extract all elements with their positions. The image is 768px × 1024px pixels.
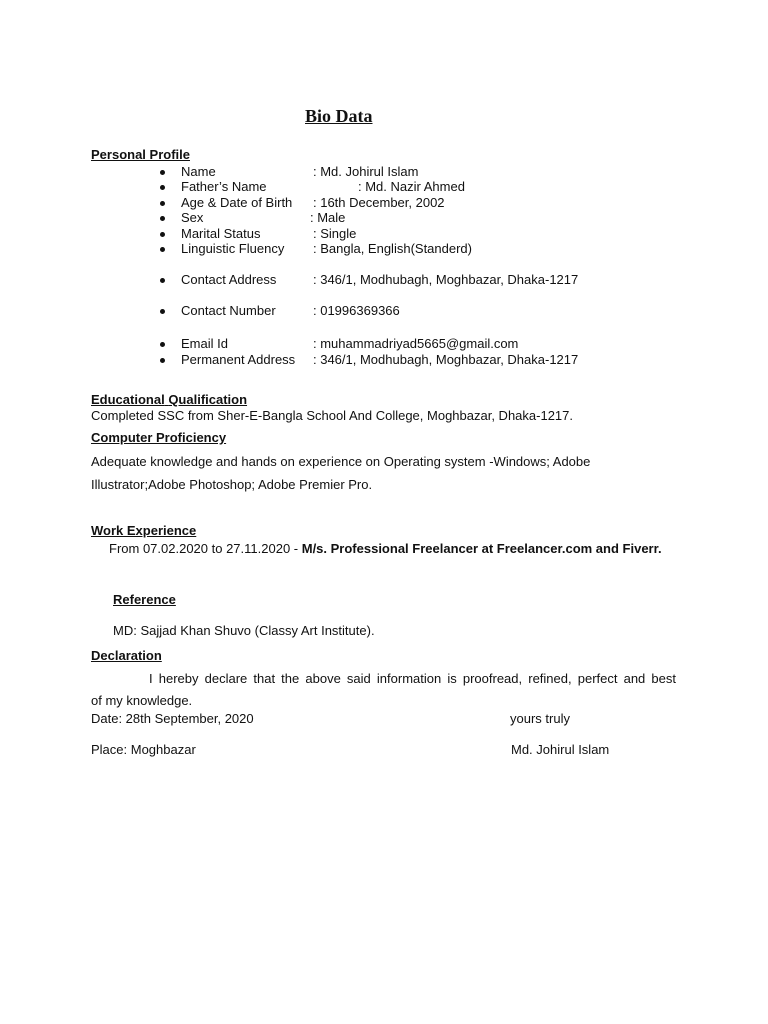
computer-heading: Computer Proficiency bbox=[91, 430, 227, 445]
bullet-icon bbox=[160, 232, 165, 237]
page-title: Bio Data bbox=[305, 106, 373, 126]
work-detail: M/s. Professional Freelancer at Freelancer.com and Fiverr. bbox=[301, 541, 662, 556]
personal-profile-heading: Personal Profile bbox=[91, 147, 190, 162]
profile-label: Age & Date of Birth bbox=[181, 195, 293, 210]
reference-heading: Reference bbox=[113, 592, 176, 607]
computer-text-line1: Adequate knowledge and hands on experience on Operating system -Windows; Adobe bbox=[91, 454, 591, 469]
bullet-icon bbox=[160, 170, 165, 175]
education-heading bbox=[91, 392, 247, 408]
education-text: Completed SSC from Sher-E-Bangla School And College, Moghbazar, Dhaka-1217. bbox=[91, 408, 573, 423]
declaration-heading: Declaration bbox=[91, 648, 162, 663]
profile-value: : Md. Johirul Islam bbox=[313, 164, 419, 179]
bullet-icon bbox=[160, 185, 165, 190]
profile-label: Contact Address bbox=[181, 272, 277, 287]
bullet-icon bbox=[160, 278, 165, 283]
place-text: Place: Moghbazar bbox=[91, 742, 196, 757]
profile-value: : Md. Nazir Ahmed bbox=[358, 179, 465, 194]
profile-value: : 346/1, Modhubagh, Moghbazar, Dhaka-1217 bbox=[313, 272, 579, 287]
bullet-icon bbox=[160, 358, 165, 363]
declaration-line2: of my knowledge. bbox=[91, 693, 193, 708]
profile-value: : 16th December, 2002 bbox=[313, 195, 445, 210]
bullet-icon bbox=[160, 216, 165, 221]
reference-text: MD: Sajjad Khan Shuvo (Classy Art Institute). bbox=[113, 623, 375, 638]
profile-value: : muhammadriyad5665@gmail.com bbox=[313, 336, 519, 351]
profile-label: Sex bbox=[181, 210, 204, 225]
profile-label: Father’s Name bbox=[181, 179, 267, 194]
profile-value: : Single bbox=[313, 226, 357, 241]
education-heading-part2: Qualification bbox=[168, 392, 248, 407]
profile-value: : 346/1, Modhubagh, Moghbazar, Dhaka-1217 bbox=[313, 352, 579, 367]
declaration-line1: I hereby declare that the above said information is proofread, refined, perfect and best bbox=[149, 671, 676, 686]
work-period: From 07.02.2020 to 27.11.2020 - bbox=[109, 541, 302, 556]
profile-value: : Male bbox=[310, 210, 346, 225]
closing-text: yours truly bbox=[510, 711, 570, 726]
work-heading: Work Experience bbox=[91, 523, 197, 538]
profile-value: : Bangla, English(Standerd) bbox=[313, 241, 472, 256]
education-heading-part1: Educational bbox=[91, 392, 165, 407]
work-text bbox=[109, 541, 662, 557]
profile-label: Name bbox=[181, 164, 216, 179]
profile-label: Linguistic Fluency bbox=[181, 241, 285, 256]
bullet-icon bbox=[160, 201, 165, 206]
signature-name: Md. Johirul Islam bbox=[511, 742, 610, 757]
profile-label: Marital Status bbox=[181, 226, 261, 241]
bullet-icon bbox=[160, 309, 165, 314]
computer-text-line2: Illustrator;Adobe Photoshop; Adobe Premier Pro. bbox=[91, 477, 373, 492]
profile-label: Email Id bbox=[181, 336, 228, 351]
date-text: Date: 28th September, 2020 bbox=[91, 711, 254, 726]
profile-value: : 01996369366 bbox=[313, 303, 400, 318]
profile-label: Permanent Address bbox=[181, 352, 296, 367]
bullet-icon bbox=[160, 342, 165, 347]
bullet-icon bbox=[160, 247, 165, 252]
profile-label: Contact Number bbox=[181, 303, 276, 318]
